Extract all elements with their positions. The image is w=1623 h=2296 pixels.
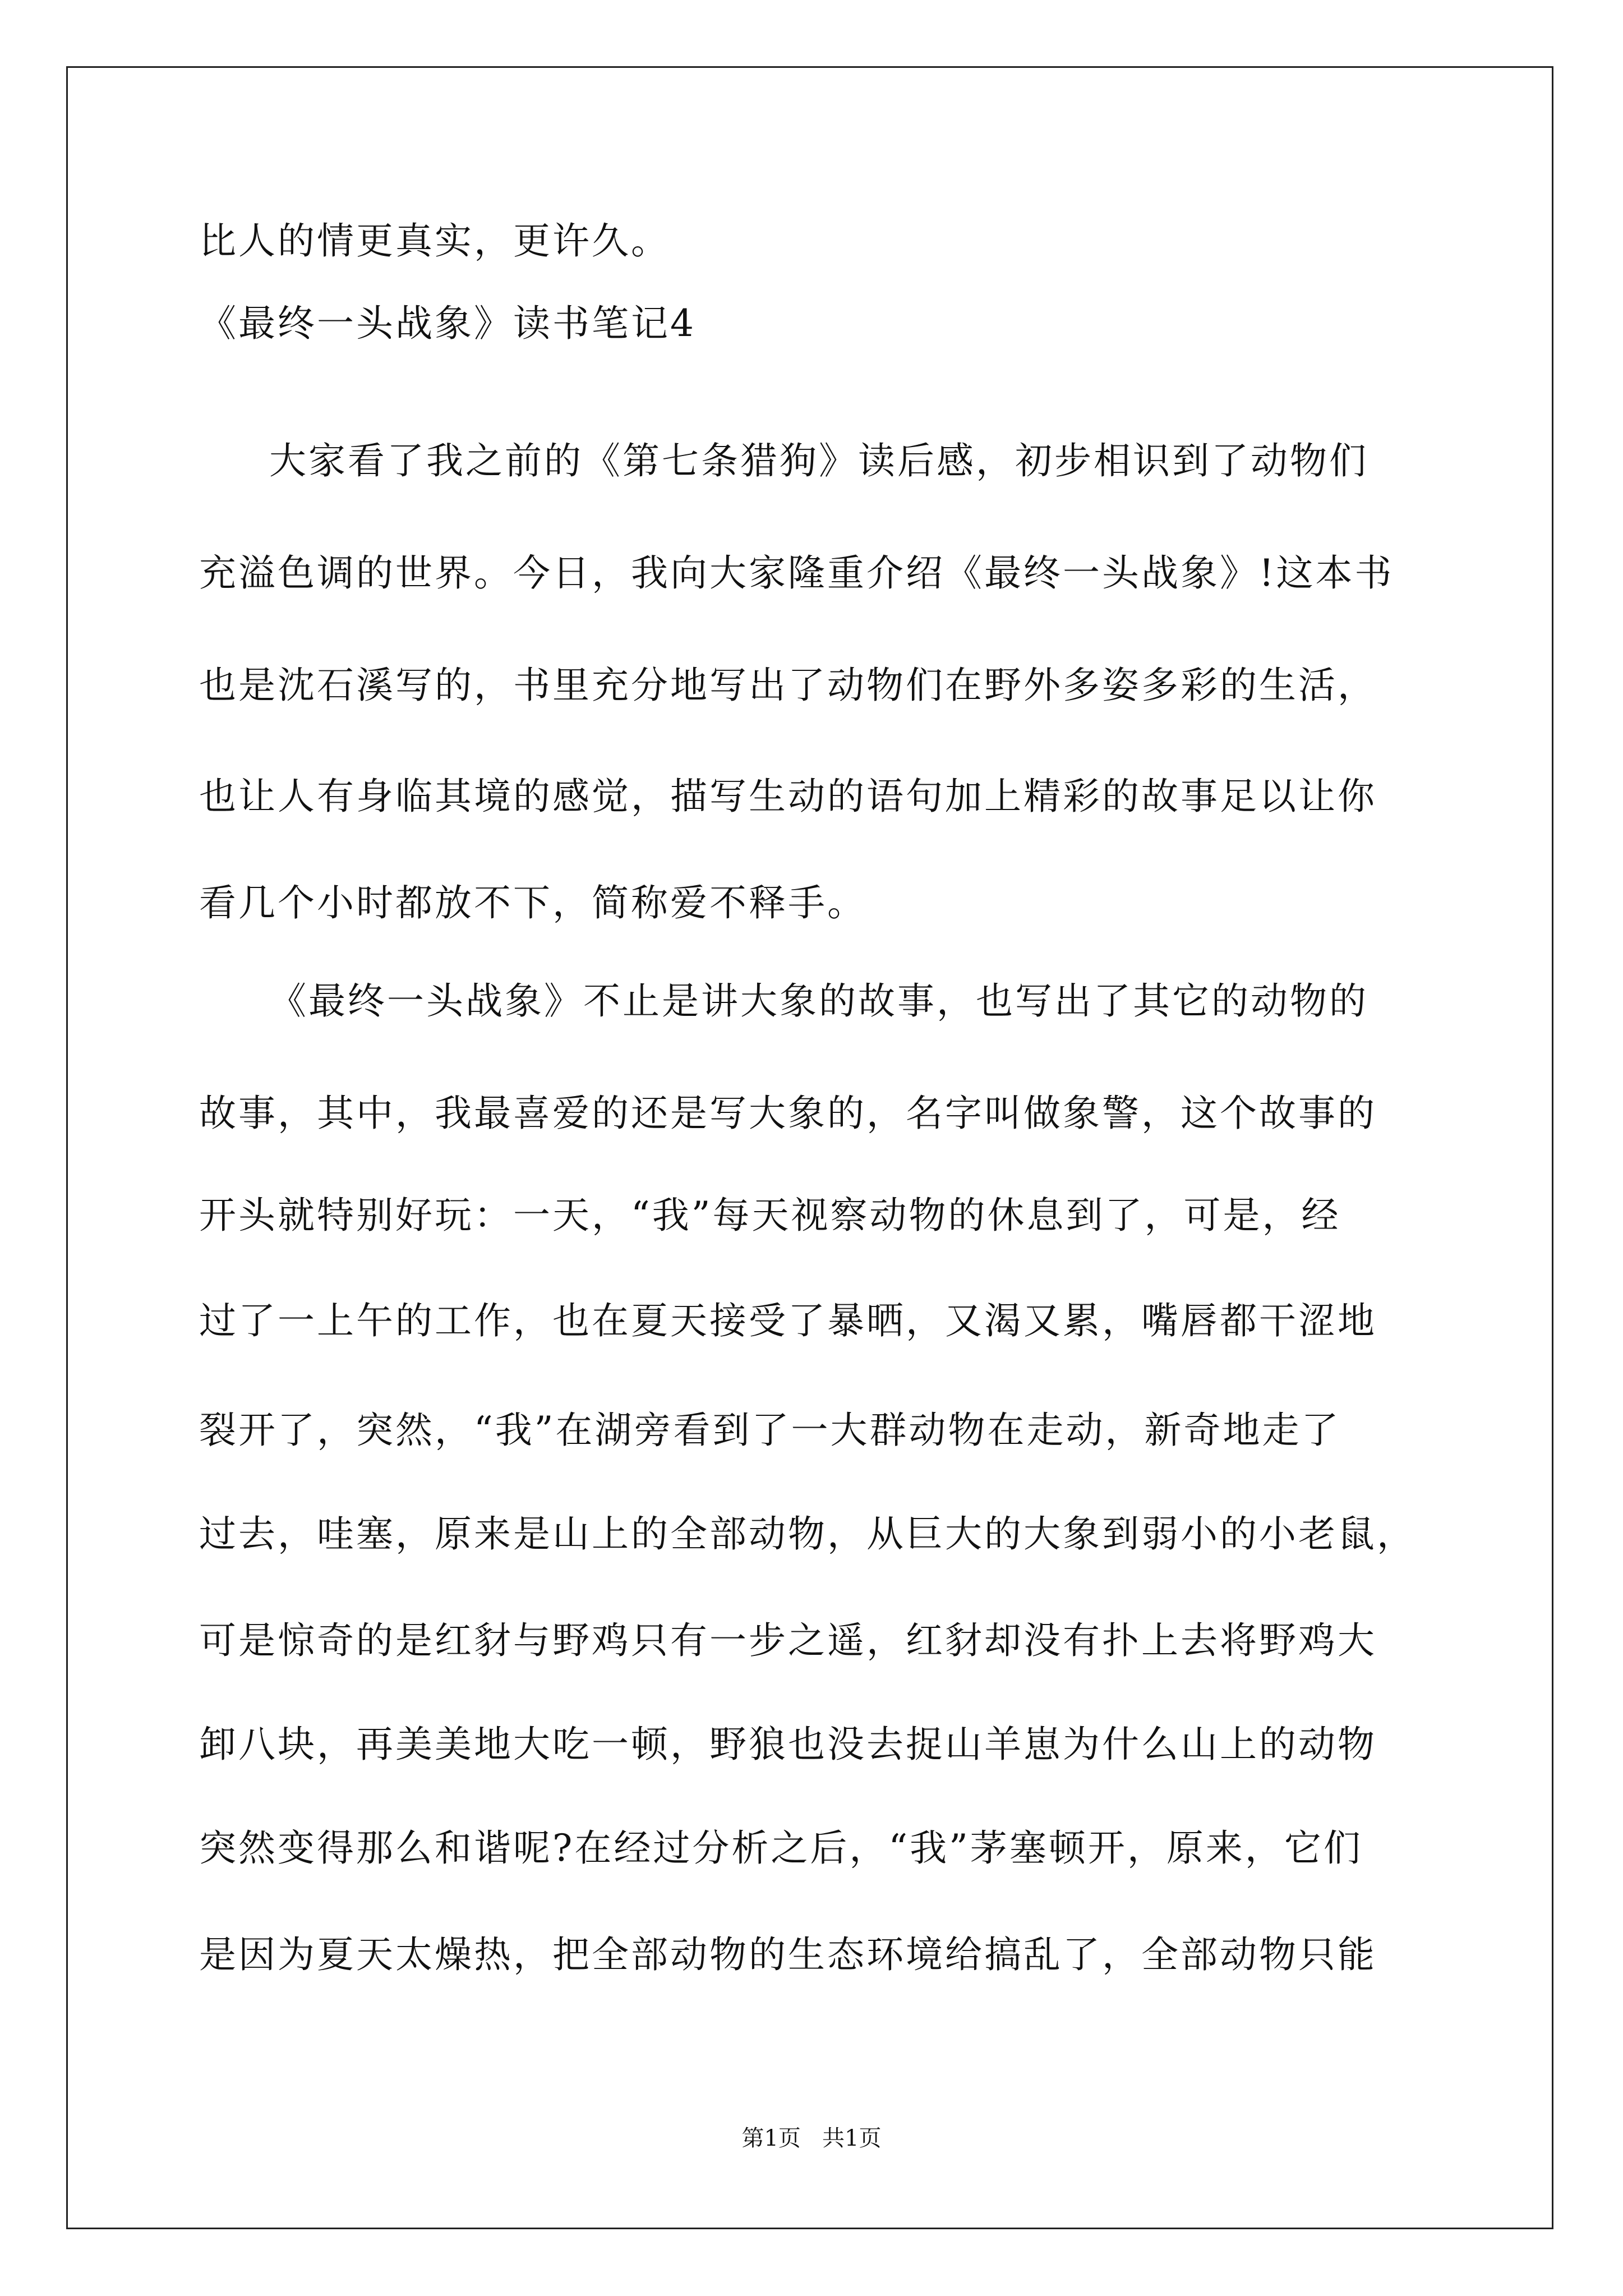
text-line: 过去，哇塞，原来是山上的全部动物，从巨大的大象到弱小的小老鼠， xyxy=(199,1512,1416,1556)
text-line: 看几个小时都放不下，简称爱不释手。 xyxy=(199,881,866,924)
text-line: 也是沈石溪写的，书里充分地写出了动物们在野外多姿多彩的生活， xyxy=(199,664,1377,707)
text-line: 裂开了，突然，“我”在湖旁看到了一大群动物在走动，新奇地走了 xyxy=(199,1409,1341,1452)
text-line: 充溢色调的世界。今日，我向大家隆重介绍《最终一头战象》!这本书 xyxy=(199,551,1394,595)
text-line: 卸八块，再美美地大吃一顿，野狼也没去捉山羊崽为什么山上的动物 xyxy=(199,1723,1377,1766)
paragraph-first-line: 大家看了我之前的《第七条猎狗》读后感，初步相识到了动物们 xyxy=(269,439,1368,482)
text-line: 开头就特别好玩：一天，“我”每天视察动物的休息到了，可是，经 xyxy=(199,1194,1341,1237)
text-line: 是因为夏天太燥热，把全部动物的生态环境给搞乱了，全部动物只能 xyxy=(199,1933,1377,1976)
text-line: 可是惊奇的是红豺与野鸡只有一步之遥，红豺却没有扑上去将野鸡大 xyxy=(199,1619,1377,1662)
page-border xyxy=(66,66,1553,2229)
paragraph-first-line: 《最终一头战象》不止是讲大象的故事，也写出了其它的动物的 xyxy=(269,979,1368,1023)
text-line: 过了一上午的工作，也在夏天接受了暴晒，又渴又累，嘴唇都干涩地 xyxy=(199,1299,1377,1342)
text-line: 突然变得那么和谐呢?在经过分析之后，“我”茅塞顿开，原来，它们 xyxy=(199,1826,1363,1870)
text-line: 故事，其中，我最喜爱的还是写大象的，名字叫做象警，这个故事的 xyxy=(199,1092,1377,1135)
section-heading: 《最终一头战象》读书笔记4 xyxy=(199,302,696,345)
text-line: 比人的情更真实，更许久。 xyxy=(199,219,670,263)
page-footer: 第1页 共1页 xyxy=(741,2125,882,2151)
text-line: 也让人有身临其境的感觉，描写生动的语句加上精彩的故事足以让你 xyxy=(199,775,1377,818)
